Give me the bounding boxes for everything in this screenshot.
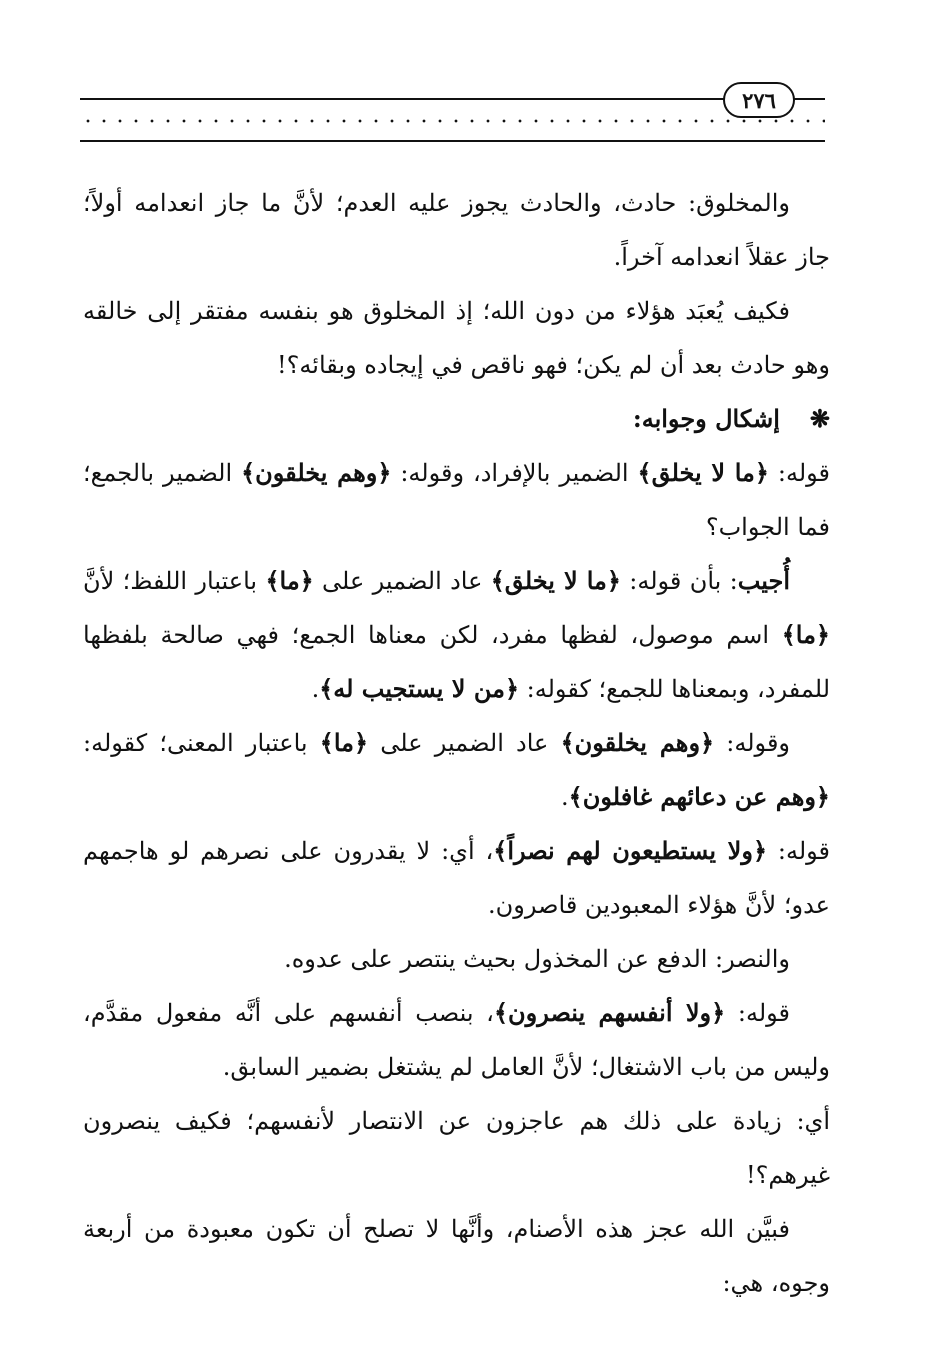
text-segment: الضمير بالإفراد، وقوله: xyxy=(391,459,638,487)
text-segment: ، بنصب أنفسهم على أنَّه مفعول مقدَّم، وليس من باب الاشتغال؛ لأنَّ العامل لم يشتغل بضمير السابق. xyxy=(83,999,830,1081)
answer-lead: أُجيب xyxy=(737,566,791,595)
text-segment: باعتبار المعنى؛ كقوله: xyxy=(83,729,320,757)
paragraph-created-being: والمخلوق: حادث، والحادث يجوز عليه العدم؛ لأنَّ ما جاز انعدامه أولاً؛ جاز عقلاً انعدامه آخراً. xyxy=(83,189,830,271)
quran-quote: ﴿ما﴾ xyxy=(781,620,830,649)
quran-quote: ﴿وهم يخلقون﴾ xyxy=(560,728,715,757)
header-rule-top xyxy=(80,98,727,100)
paragraph-question xyxy=(83,446,830,554)
paragraph-answer xyxy=(83,554,830,716)
text-segment: . xyxy=(561,783,569,811)
section-heading xyxy=(83,392,830,446)
text-segment: ، أي: لا يقدرون على نصرهم لو هاجمهم عدو؛ لأنَّ هؤلاء المعبودين قاصرون. xyxy=(83,837,830,919)
header-rule-right xyxy=(793,98,825,100)
text-segment: : بأن قوله: xyxy=(620,567,738,595)
text-segment: . xyxy=(311,675,320,703)
quran-quote: ﴿ما لا يخلق﴾ xyxy=(490,566,621,595)
text-segment: اسم موصول، لفظها مفرد، لكن معناها الجمع؛ فهي صالحة بلفظها للمفرد، وبمعناها للجمع؛ كقوله: xyxy=(83,621,830,703)
paragraph-four-aspects: فبيَّن الله عجز هذه الأصنام، وأنَّها لا تصلح أن تكون معبودة من أربعة وجوه، هي: xyxy=(83,1215,830,1297)
paragraph-how-worshipped: فكيف يُعبَد هؤلاء من دون الله؛ إذ المخلوق هو بنفسه مفتقر إلى خالقه وهو حادث بعد أن لم يكن؛ فهو ناقص في إيجاده وبقائه؟! xyxy=(83,297,830,379)
page-number: ٢٧٦ xyxy=(723,82,795,118)
quran-quote: ﴿ما لا يخلق﴾ xyxy=(637,458,769,487)
paragraph-meaning xyxy=(83,716,830,824)
header-dotted-line xyxy=(80,116,825,126)
text-segment: قوله: xyxy=(725,999,790,1027)
paragraph-incapable: أي: زيادة على ذلك هم عاجزون عن الانتصار لأنفسهم؛ فكيف ينصرون غيرهم؟! xyxy=(83,1107,830,1189)
paragraph-no-help xyxy=(83,824,830,932)
text-segment: الضمير بالجمع؛ فما الجواب؟ xyxy=(83,459,830,541)
quran-quote: ﴿وهم يخلقون﴾ xyxy=(241,458,392,487)
text-segment: قوله: xyxy=(767,837,831,865)
text-segment: عاد الضمير على xyxy=(313,567,491,595)
header-rule-bottom xyxy=(80,140,825,142)
paragraph-definition: والنصر: الدفع عن المخذول بحيث ينتصر على عدوه. xyxy=(284,945,790,973)
text-segment: وقوله: xyxy=(714,729,791,757)
page-body xyxy=(83,176,830,1310)
quran-quote: ﴿ما﴾ xyxy=(319,728,369,757)
quran-quote: ﴿من لا يستجيب له﴾ xyxy=(319,674,520,703)
quran-quote: ﴿وهم عن دعائهم غافلون﴾ xyxy=(568,782,830,811)
paragraph-grammar xyxy=(83,986,830,1094)
quran-quote: ﴿ولا أنفسهم ينصرون﴾ xyxy=(493,998,726,1027)
text-segment: باعتبار اللفظ؛ لأنَّ xyxy=(83,567,266,595)
text-segment: عاد الضمير على xyxy=(368,729,561,757)
page-header xyxy=(80,72,825,157)
heading-text: إشكال وجوابه: xyxy=(632,404,780,433)
quran-quote: ﴿ولا يستطيعون لهم نصراً﴾ xyxy=(493,836,768,865)
quran-quote: ﴿ما﴾ xyxy=(265,566,314,595)
asterisk-icon: ❋ xyxy=(809,404,830,433)
text-segment: قوله: xyxy=(768,459,831,487)
